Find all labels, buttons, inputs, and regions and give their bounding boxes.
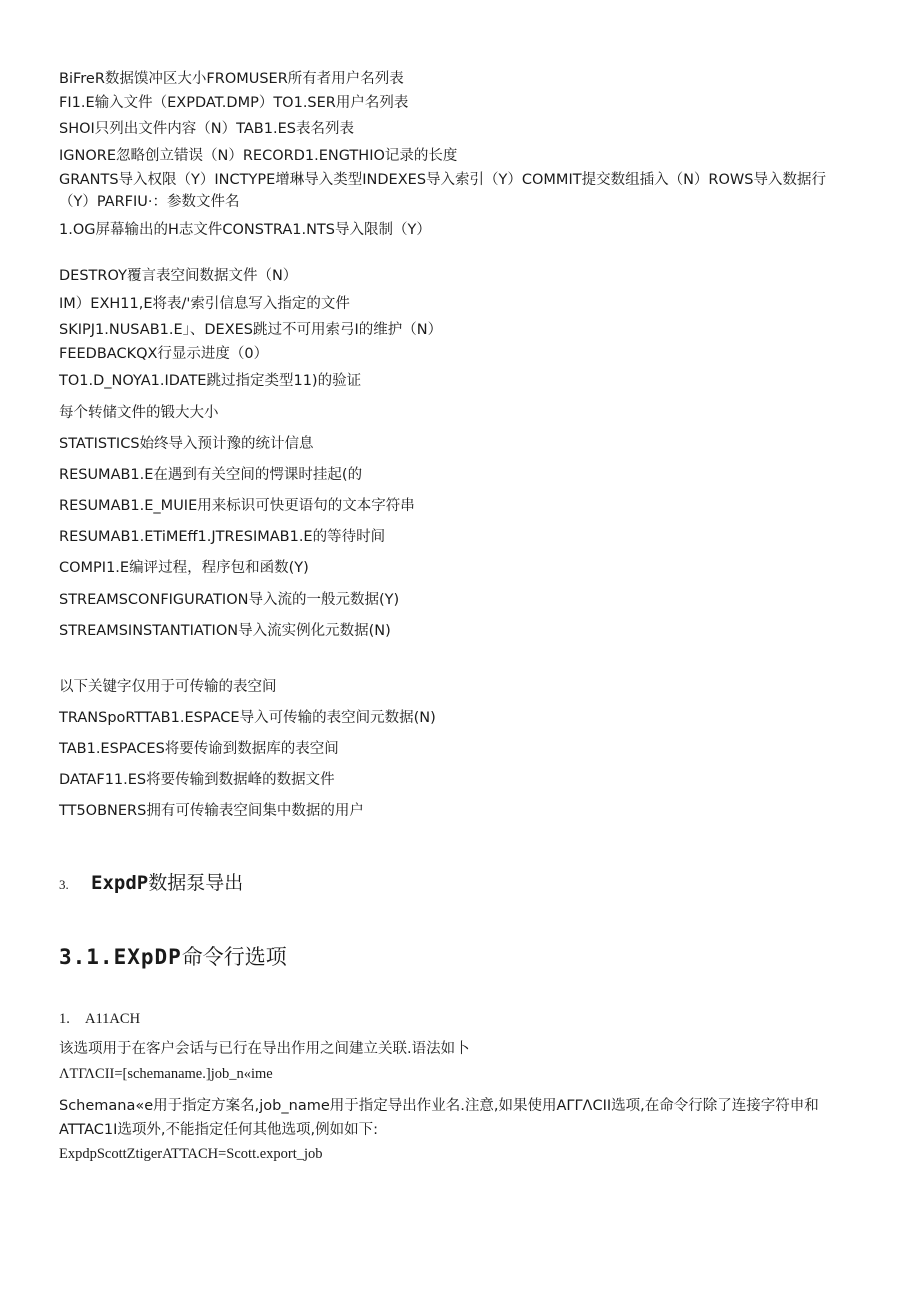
section-code: ExpdP (91, 872, 149, 894)
text-line: FEEDBACKQX行显示进度（0） (59, 346, 269, 362)
section-title: 数据泵导出 (148, 872, 244, 894)
example-line: ExpdpScottZtigerATTACH=Scott.export_job (59, 1146, 323, 1162)
paragraph-line: 该选项用于在客户会话与已行在导出作用之间建立关联.语法如卜 (59, 1041, 470, 1057)
item-heading (59, 1008, 140, 1030)
section-number: 3. (59, 877, 69, 892)
text-line: FI1.E输入文件（EXPDAT.DMP）TO1.SER用户名列表 (59, 95, 409, 111)
paragraph-line-wrapped: Schemana«e用于指定方案名,job_name用于指定导出作业名.注意,如果使用AΓΓΛCII选项,在命令行除了连接字符申和ATTAC1I选项外,不能指定任何其他选项,例如如下: (59, 1098, 819, 1138)
section-heading-3-1 (59, 941, 287, 971)
section-title: 命令行选项 (181, 945, 287, 969)
section-heading-3 (59, 868, 243, 895)
text-line: TT5OBNERS拥有可传输表空间集中数据的用户 (59, 803, 364, 819)
text-line: RESUMAB1.ETiMEff1.JTRESIMAB1.E的等待时间 (59, 529, 386, 545)
text-line: 每个转储文件的锻大大小 (59, 405, 219, 421)
text-line: STREAMSINSTANTIATION导入流实例化元数据(N) (59, 623, 391, 639)
text-line: COMPI1.E编评过程，程序包和函数(Y) (59, 560, 309, 576)
text-line: TO1.D_NOYA1.IDATE跳过指定类型11)的验证 (59, 373, 362, 389)
item-number: 1. (59, 1011, 70, 1027)
text-line: DESTROY覆言表空间数据文件（N） (59, 268, 298, 284)
text-line-wrapped: GRANTS导入权限（Y）INCTYPE增琳导入类型INDEXES导入索引（Y）COMMIT提交数组插入（N）ROWS导入数据行（Y）PARFIU·：参数文件名 (59, 172, 826, 210)
text-line: SHOI只列出文件内容（N）TAB1.ES表名列表 (59, 121, 354, 137)
text-line: SKIPJ1.NUSAB1.E」、DEXES跳过不可用索弓I的维护（N） (59, 322, 443, 338)
text-line: IGNORE忽略创立错误（N）RECORD1.ENGTHIO记录的长度 (59, 148, 458, 164)
text-line: IM）EXH11,E将表/'索引信息写入指定的文件 (59, 296, 350, 312)
text-line: BiFreR数据馍冲区大小FROMUSER所有者用户名列表 (59, 71, 404, 87)
item-title: A11ACH (85, 1011, 141, 1027)
text-line: 以下关键字仅用于可传输的表空间 (59, 679, 277, 695)
text-line: DATAF11.ES将要传输到数据峰的数据文件 (59, 772, 335, 788)
text-line: 1.OG屏幕输出的H志文件CONSTRA1.NTS导入限制（Y） (59, 222, 431, 238)
text-line: STREAMSCONFIGURATION导入流的一般元数据(Y) (59, 592, 400, 608)
syntax-line: ΛTΓΛCII=[schemaname.]job_n«ime (59, 1066, 273, 1082)
text-line: RESUMAB1.E_MUIE用来标识可快更语句的文本字符串 (59, 498, 415, 514)
text-line: TRANSpoRTTAB1.ESPACE导入可传输的表空间元数据(N) (59, 710, 436, 726)
text-line: STATISTICS始终导入预计豫的统计信息 (59, 436, 314, 452)
text-line: RESUMAB1.E在遇到有关空间的愕课时挂起(的 (59, 467, 363, 483)
text-line: TAB1.ESPACES将要传谕到数据库的表空间 (59, 741, 339, 757)
section-code: 3.1.EXpDP (59, 945, 182, 969)
